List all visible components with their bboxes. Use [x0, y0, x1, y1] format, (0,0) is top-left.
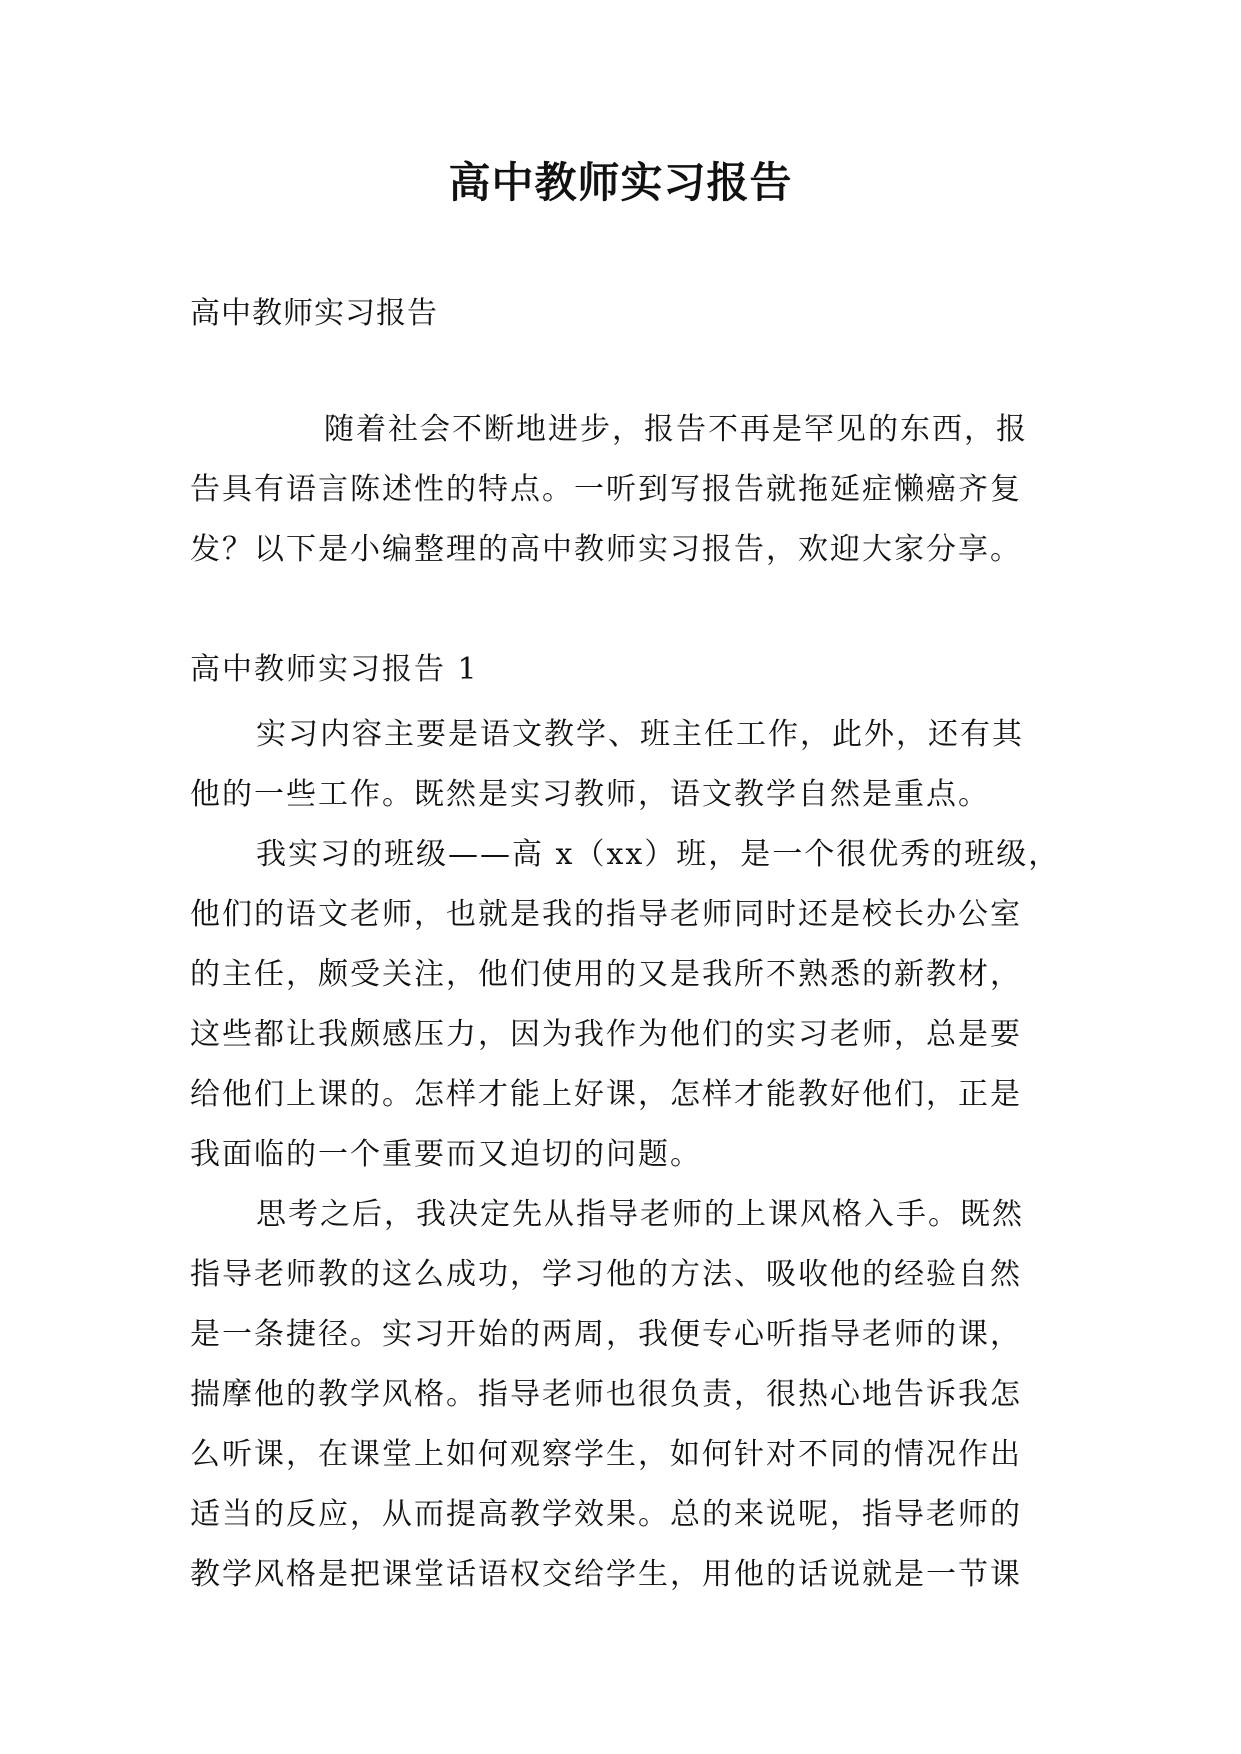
intro-line: 告具有语言陈述性的特点。一听到写报告就拖延症懒癌齐复	[190, 472, 1022, 507]
body-line: 么听课，在课堂上如何观察学生，如何针对不同的情况作出	[190, 1437, 1022, 1472]
body-line: 实习内容主要是语文教学、班主任工作，此外，还有其	[256, 717, 1024, 752]
body-line: 这些都让我颇感压力，因为我作为他们的实习老师，总是要	[190, 1017, 1022, 1052]
body-line: 教学风格是把课堂话语权交给学生，用他的话说就是一节课	[190, 1557, 1022, 1592]
body-line: 指导老师教的这么成功，学习他的方法、吸收他的经验自然	[190, 1257, 1022, 1292]
intro-paragraph	[190, 400, 1090, 580]
intro-line: 发？以下是小编整理的高中教师实习报告，欢迎大家分享。	[190, 532, 1022, 567]
section-body	[190, 705, 1090, 1605]
body-line: 我实习的班级——高 x（xx）班，是一个很优秀的班级，	[256, 837, 1061, 872]
body-line: 揣摩他的教学风格。指导老师也很负责，很热心地告诉我怎	[190, 1377, 1022, 1412]
body-line: 适当的反应，从而提高教学效果。总的来说呢，指导老师的	[190, 1497, 1022, 1532]
body-line: 我面临的一个重要而又迫切的问题。	[190, 1137, 702, 1172]
body-line: 思考之后，我决定先从指导老师的上课风格入手。既然	[256, 1197, 1024, 1232]
body-line: 是一条捷径。实习开始的两周，我便专心听指导老师的课，	[190, 1317, 1022, 1352]
body-line: 给他们上课的。怎样才能上好课，怎样才能教好他们，正是	[190, 1077, 1022, 1112]
body-line: 他的一些工作。既然是实习教师，语文教学自然是重点。	[190, 777, 990, 812]
section-heading-block	[190, 640, 1090, 700]
body-line: 的主任，颇受关注，他们使用的又是我所不熟悉的新教材，	[190, 957, 1022, 992]
body-line: 他们的语文老师，也就是我的指导老师同时还是校长办公室	[190, 897, 1022, 932]
document-title: 高中教师实习报告	[448, 158, 793, 207]
document-subtitle: 高中教师实习报告	[190, 296, 438, 331]
intro-line: 随着社会不断地进步，报告不再是罕见的东西，报	[324, 412, 1028, 447]
section-heading: 高中教师实习报告 1	[190, 652, 479, 687]
